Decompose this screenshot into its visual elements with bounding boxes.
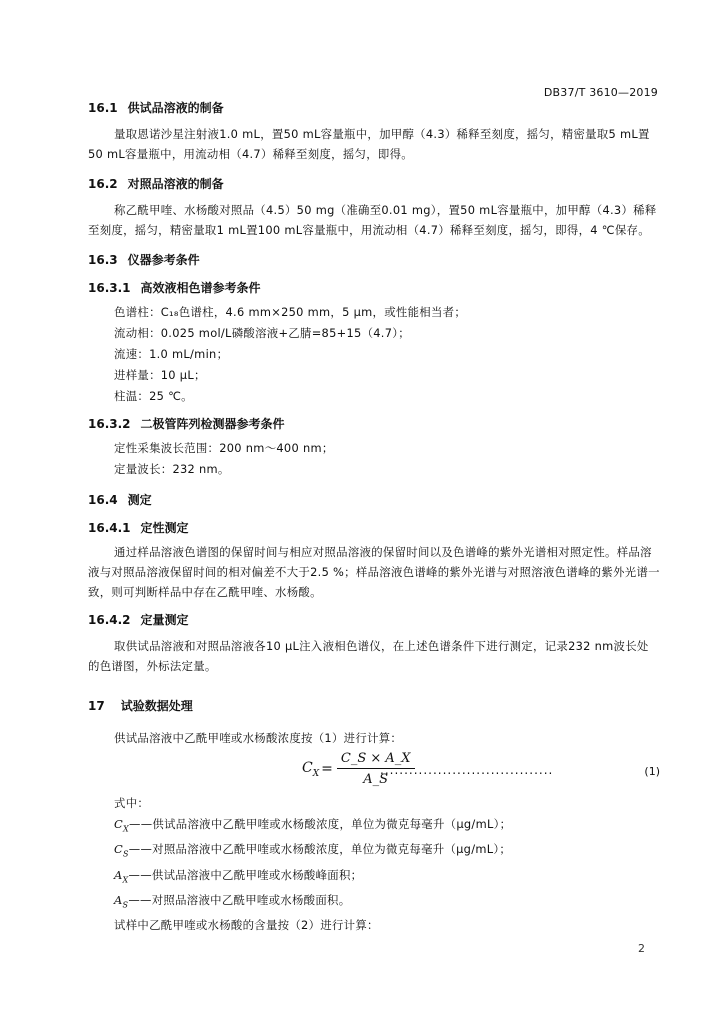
section-heading-16-3 <box>88 252 660 268</box>
section-title: 定量测定 <box>140 613 189 627</box>
condition-line: 进样量：10 μL； <box>114 368 206 382</box>
condition-line: 定性采集波长范围：200 nm～400 nm； <box>114 441 334 455</box>
section-heading-16-4-1 <box>88 520 660 536</box>
section-number: 17 <box>88 699 105 713</box>
section-title: 仪器参考条件 <box>127 253 200 267</box>
section-heading-16-3-1 <box>88 280 660 296</box>
section-heading-16-4 <box>88 492 660 508</box>
leader-dots: .................................... <box>380 763 554 777</box>
paragraph-16-4-1: 通过样品溶液色谱图的保留时间与相应对照品溶液的保留时间以及色谱峰的紫外光谱相对照定性。样品溶液与对照品溶液保留时间的相对偏差不大于2.5 %；样品溶液色谱峰的紫外光谱与对照溶液色谱峰的紫外光谱一致，则可判断样品中存在乙酰甲喹、水杨酸。 <box>88 545 660 599</box>
section-number: 16.1 <box>88 101 118 115</box>
section-heading-16-1 <box>88 100 660 116</box>
fraction-denominator: A_S <box>363 772 389 787</box>
equals-sign: = <box>321 761 333 777</box>
condition-line: 流速：1.0 mL/min； <box>114 347 229 361</box>
section-title: 高效液相色谱参考条件 <box>140 281 261 295</box>
page-content <box>88 100 660 936</box>
dad-conditions-list <box>88 438 660 480</box>
section-heading-16-4-2 <box>88 612 660 628</box>
section-number: 16.4.1 <box>88 521 131 535</box>
variable-definition: $A_X——$供试品溶液中乙酰甲喹或水杨酸峰面积； <box>114 867 363 884</box>
condition-line: 定量波长：232 nm。 <box>114 462 230 476</box>
page-number: 2 <box>638 942 645 955</box>
section-heading-17 <box>88 698 660 714</box>
variable-definition: $C_S——$对照品溶液中乙酰甲喹或水杨酸浓度，单位为微克每毫升（μg/mL）； <box>114 842 512 859</box>
condition-line: 流动相：0.025 mol/L磷酸溶液+乙腈=85+15（4.7）； <box>114 326 410 340</box>
section-title: 试验数据处理 <box>120 699 193 713</box>
section-number: 16.3.1 <box>88 281 131 295</box>
variable-definitions <box>88 814 660 915</box>
hplc-conditions-list <box>88 302 660 407</box>
condition-line: 色谱柱：C₁₈色谱柱，4.6 mm×250 mm，5 μm，或性能相当者； <box>114 305 467 319</box>
section-title: 定性测定 <box>140 521 189 535</box>
fraction-numerator: C_S × A_X <box>337 751 415 769</box>
section-number: 16.4 <box>88 493 118 507</box>
paragraph-16-1: 量取恩诺沙星注射液1.0 mL，置50 mL容量瓶中，加甲醇（4.3）稀释至刻度，摇匀，精密量取5 mL置50 mL容量瓶中，用流动相（4.7）稀释至刻度，摇匀，即得。 <box>88 127 650 161</box>
formula-lhs: $C_X$ <box>302 759 320 779</box>
condition-line: 柱温：25 ℃。 <box>114 389 193 403</box>
section-number: 16.2 <box>88 177 118 191</box>
section-number: 16.3.2 <box>88 417 131 431</box>
formula-2-intro: 试样中乙酰甲喹或水杨酸的含量按（2）进行计算： <box>114 918 379 933</box>
variable-definition: $A_S——$对照品溶液中乙酰甲喹或水杨酸面积。 <box>114 892 351 910</box>
section-heading-16-2 <box>88 176 660 192</box>
section-title: 供试品溶液的制备 <box>127 101 224 115</box>
section-title: 对照品溶液的制备 <box>127 177 224 191</box>
where-label: 式中： <box>114 796 150 810</box>
section-number: 16.4.2 <box>88 613 131 627</box>
equation-number: (1) <box>644 765 660 778</box>
standard-code: DB37/T 3610—2019 <box>543 86 658 99</box>
paragraph-16-2: 称乙酰甲喹、水杨酸对照品（4.5）50 mg（准确至0.01 mg），置50 mL容量瓶中，加甲醇（4.3）稀释至刻度，摇匀，精密量取1 mL置100 mL容量瓶中，用流动相（4.7）稀释至刻度，摇匀，即得，4 ℃保存。 <box>88 203 657 237</box>
formula-1 <box>88 749 660 793</box>
formula-intro: 供试品溶液中乙酰甲喹或水杨酸浓度按（1）进行计算： <box>114 731 403 745</box>
section-title: 二极管阵列检测器参考条件 <box>140 417 285 431</box>
section-number: 16.3 <box>88 253 118 267</box>
variable-definition: $C_X——$供试品溶液中乙酰甲喹或水杨酸浓度，单位为微克每毫升（μg/mL）； <box>114 817 512 834</box>
section-heading-16-3-2 <box>88 416 660 432</box>
paragraph-16-4-2: 取供试品溶液和对照品溶液各10 μL注入液相色谱仪，在上述色谱条件下进行测定，记录232 nm波长处的色谱图，外标法定量。 <box>88 639 649 673</box>
section-title: 测定 <box>127 493 152 507</box>
